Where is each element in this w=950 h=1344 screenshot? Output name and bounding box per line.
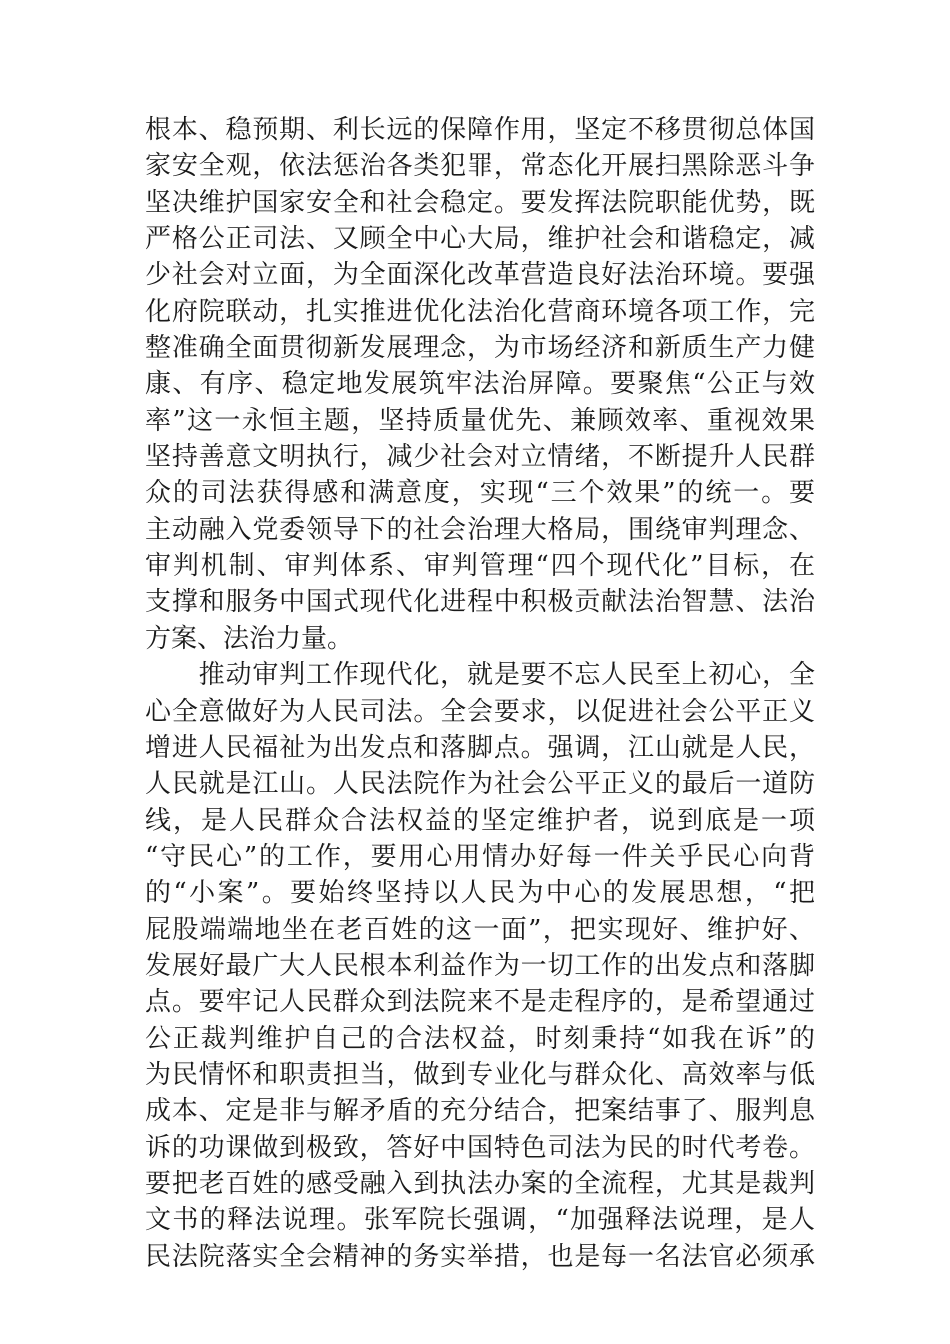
text-line: 增进人民福祉为出发点和落脚点。强调，江山就是人民， xyxy=(145,732,815,763)
text-line: 点。要牢记人民群众到法院来不是走程序的，是希望通过 xyxy=(145,987,815,1018)
text-line: 公正裁判维护自己的合法权益，时刻秉持“如我在诉”的 xyxy=(145,1023,815,1054)
text-line: 成本、定是非与解矛盾的充分结合，把案结事了、服判息 xyxy=(145,1096,815,1127)
text-line: 严格公正司法、又顾全中心大局，维护社会和谐稳定，减 xyxy=(145,224,815,255)
text-line: 诉的功课做到极致，答好中国特色司法为民的时代考卷。 xyxy=(145,1132,815,1163)
text-line: 坚决维护国家安全和社会稳定。要发挥法院职能优势，既 xyxy=(145,187,815,218)
text-line: 发展好最广大人民根本利益作为一切工作的出发点和落脚 xyxy=(145,950,815,981)
text-line: 为民情怀和职责担当，做到专业化与群众化、高效率与低 xyxy=(145,1059,815,1090)
text-line: 审判机制、审判体系、审判管理“四个现代化”目标，在 xyxy=(145,551,815,582)
text-line: 民法院落实全会精神的务实举措，也是每一名法官必须承 xyxy=(145,1241,815,1272)
text-line: 文书的释法说理。张军院长强调，“加强释法说理，是人 xyxy=(145,1205,815,1236)
text-line: “守民心”的工作，要用心用情办好每一件关乎民心向背 xyxy=(145,841,815,872)
paragraph-start-line: 推动审判工作现代化，就是要不忘人民至上初心，全 xyxy=(145,660,815,691)
text-line: 心全意做好为人民司法。全会要求，以促进社会公平正义 xyxy=(145,696,815,727)
body-text xyxy=(145,112,815,1275)
text-line: 众的司法获得感和满意度，实现“三个效果”的统一。要 xyxy=(145,478,815,509)
text-line: 家安全观，依法惩治各类犯罪，常态化开展扫黑除恶斗争 xyxy=(145,151,815,182)
text-line: 的“小案”。要始终坚持以人民为中心的发展思想，“把 xyxy=(145,878,815,909)
text-line: 整准确全面贯彻新发展理念，为市场经济和新质生产力健 xyxy=(145,333,815,364)
paragraph-end-line: 方案、法治力量。 xyxy=(145,623,354,654)
text-line: 根本、稳预期、利长远的保障作用，坚定不移贯彻总体国 xyxy=(145,115,815,145)
text-line: 主动融入党委领导下的社会治理大格局，围绕审判理念、 xyxy=(145,514,815,545)
text-line: 康、有序、稳定地发展筑牢法治屏障。要聚焦“公正与效 xyxy=(145,369,815,400)
text-line: 线，是人民群众合法权益的坚定维护者，说到底是一项 xyxy=(145,805,815,836)
text-line: 坚持善意文明执行，减少社会对立情绪，不断提升人民群 xyxy=(145,442,815,473)
text-line: 支撑和服务中国式现代化进程中积极贡献法治智慧、法治 xyxy=(145,587,815,618)
text-line: 化府院联动，扎实推进优化法治化营商环境各项工作，完 xyxy=(145,296,815,327)
text-line: 屁股端端地坐在老百姓的这一面”，把实现好、维护好、 xyxy=(145,914,815,945)
text-line: 少社会对立面，为全面深化改革营造良好法治环境。要强 xyxy=(145,260,815,291)
text-line: 人民就是江山。人民法院作为社会公平正义的最后一道防 xyxy=(145,769,815,800)
text-line: 要把老百姓的感受融入到执法办案的全流程，尤其是裁判 xyxy=(145,1168,815,1199)
text-line: 率”这一永恒主题，坚持质量优先、兼顾效率、重视效果 xyxy=(145,405,815,436)
